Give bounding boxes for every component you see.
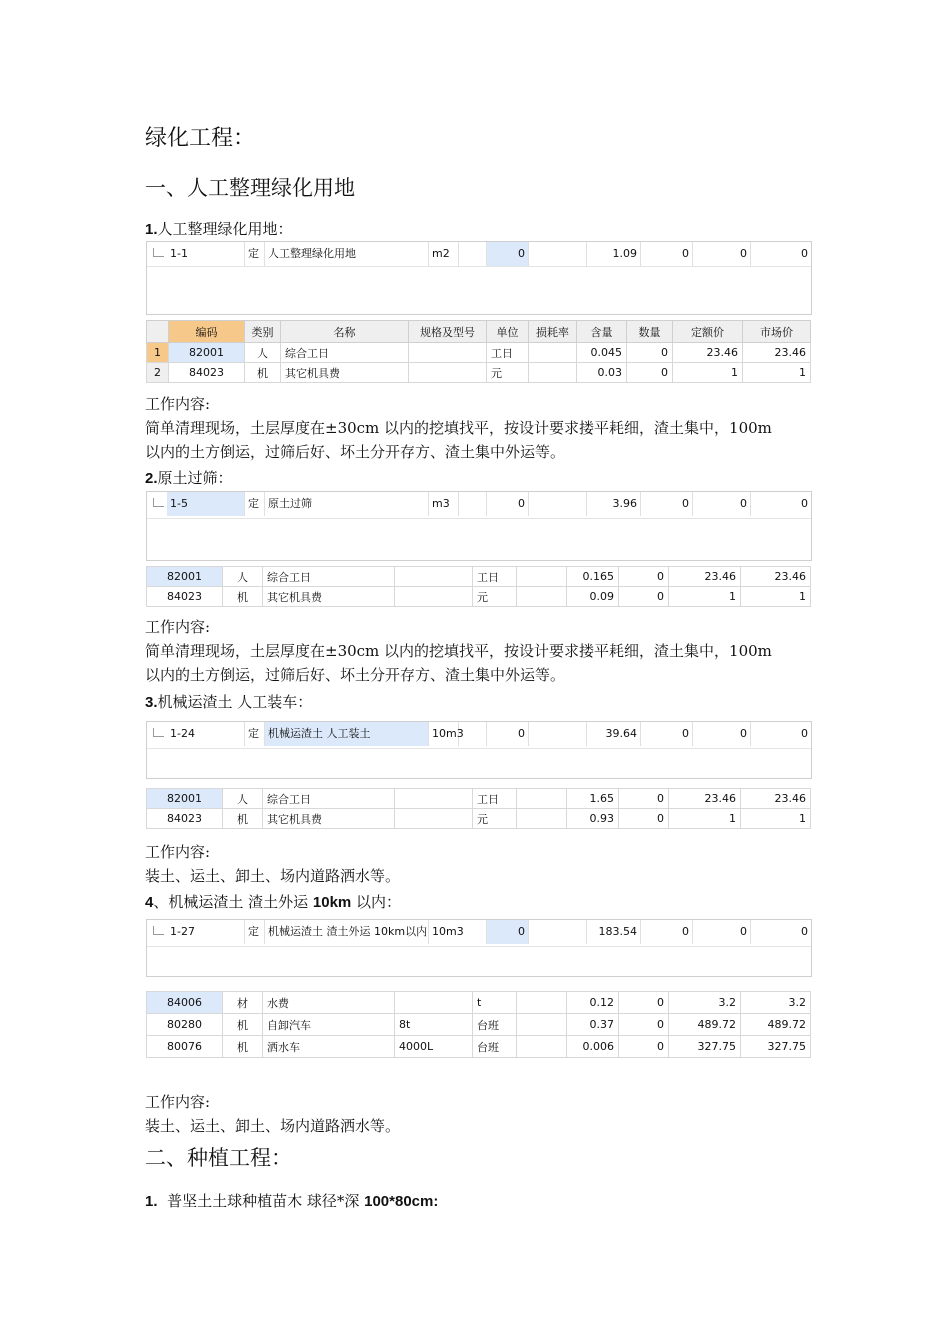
cell-qty: 0.03 xyxy=(577,363,627,383)
work-content-line: 装土、运土、卸土、场内道路洒水等。 xyxy=(145,1117,401,1135)
section-heading: 二、种植工程： xyxy=(145,1146,292,1170)
cell-qty: 1.65 xyxy=(567,789,619,809)
cell-loss xyxy=(517,789,567,809)
cell-qty: 0.09 xyxy=(567,587,619,607)
work-content-line: 简单清理现场，土层厚度在±30cm 以内的挖填找平，按设计要求搂平耗细，渣土集中，100m xyxy=(145,419,772,437)
work-content-line: 以内的土方倒运，过筛后好、坏土分开存方、渣土集中外运等。 xyxy=(145,443,566,461)
def-value: 3.96 xyxy=(587,492,641,516)
def-code: 1-24 xyxy=(167,722,245,746)
definition-row xyxy=(147,920,811,947)
cell-loss xyxy=(517,567,567,587)
cell-unit: 元 xyxy=(473,587,517,607)
cell-name: 洒水车 xyxy=(263,1036,395,1058)
cell-spec xyxy=(395,789,473,809)
cell-name: 综合工日 xyxy=(263,567,395,587)
def-value: 0 xyxy=(693,242,751,266)
cell-market: 23.46 xyxy=(741,789,811,809)
def-unit: m2 xyxy=(429,242,459,266)
column-header[interactable]: 市场价 xyxy=(743,321,811,343)
cell-market: 23.46 xyxy=(743,343,811,363)
cell-code: 80076 xyxy=(147,1036,223,1058)
work-content xyxy=(145,840,815,888)
column-header[interactable]: 类别 xyxy=(245,321,281,343)
definition-snapshot xyxy=(146,721,812,779)
cell-category: 机 xyxy=(223,587,263,607)
def-value: 0 xyxy=(487,920,529,944)
work-content-line: 装土、运土、卸土、场内道路洒水等。 xyxy=(145,867,401,885)
cell-name: 其它机具费 xyxy=(263,587,395,607)
resource-table xyxy=(146,566,811,607)
cell-quota: 1 xyxy=(673,363,743,383)
def-value: 1.09 xyxy=(587,242,641,266)
cell-count: 0 xyxy=(619,567,669,587)
cell-count: 0 xyxy=(627,343,673,363)
def-name: 人工整理绿化用地 xyxy=(265,242,429,266)
cell-category: 人 xyxy=(223,567,263,587)
def-value: 0 xyxy=(641,242,693,266)
cell-unit: 元 xyxy=(473,809,517,829)
def-type: 定 xyxy=(245,492,265,516)
def-value: 0 xyxy=(801,497,808,510)
cell-market: 23.46 xyxy=(741,567,811,587)
def-value: 0 xyxy=(693,920,751,944)
cell-code: 80280 xyxy=(147,1014,223,1036)
cell-count: 0 xyxy=(619,992,669,1014)
cell-name: 自卸汽车 xyxy=(263,1014,395,1036)
cell-quota: 489.72 xyxy=(669,1014,741,1036)
def-unit: 10m3 xyxy=(429,920,487,944)
cell-unit: t xyxy=(473,992,517,1014)
def-code: 1-27 xyxy=(167,920,245,944)
cell-code: 84023 xyxy=(147,587,223,607)
work-content xyxy=(145,1090,815,1138)
cell-market: 1 xyxy=(741,809,811,829)
table-row[interactable] xyxy=(147,809,811,829)
def-value: 0 xyxy=(801,247,808,260)
cell-spec xyxy=(395,587,473,607)
column-header[interactable]: 编码 xyxy=(169,321,245,343)
cell-loss xyxy=(529,343,577,363)
item-heading: 3.机械运渣土 人工装车： xyxy=(145,693,313,711)
cell-count: 0 xyxy=(619,587,669,607)
definition-snapshot xyxy=(146,919,812,977)
cell-qty: 0.045 xyxy=(577,343,627,363)
cell-loss xyxy=(517,587,567,607)
cell-unit: 工日 xyxy=(487,343,529,363)
definition-row xyxy=(147,242,811,267)
cell-market: 489.72 xyxy=(741,1014,811,1036)
table-header-row xyxy=(147,321,811,343)
section-heading: 一、人工整理绿化用地 xyxy=(145,176,355,200)
cell-spec xyxy=(395,992,473,1014)
cell-spec xyxy=(395,567,473,587)
cell-category: 机 xyxy=(245,363,281,383)
work-content xyxy=(145,392,815,464)
column-header[interactable]: 损耗率 xyxy=(529,321,577,343)
def-value: 0 xyxy=(487,722,529,746)
cell-spec xyxy=(395,809,473,829)
def-value: 0 xyxy=(641,722,693,746)
cell-qty: 0.12 xyxy=(567,992,619,1014)
cell-spec: 4000L xyxy=(395,1036,473,1058)
cell-loss xyxy=(529,363,577,383)
column-header[interactable]: 定额价 xyxy=(673,321,743,343)
cell-market: 327.75 xyxy=(741,1036,811,1058)
def-code: 1-1 xyxy=(167,242,245,266)
cell-count: 0 xyxy=(619,789,669,809)
cell-market: 3.2 xyxy=(741,992,811,1014)
cell-quota: 327.75 xyxy=(669,1036,741,1058)
cell-category: 机 xyxy=(223,1014,263,1036)
cell-loss xyxy=(517,1036,567,1058)
table-row[interactable] xyxy=(147,1014,811,1036)
table-row[interactable] xyxy=(147,1036,811,1058)
cell-category: 机 xyxy=(223,1036,263,1058)
work-content-line: 以内的土方倒运，过筛后好、坏土分开存方、渣土集中外运等。 xyxy=(145,666,566,684)
cell-loss xyxy=(517,1014,567,1036)
cell-unit: 工日 xyxy=(473,789,517,809)
cell-name: 水费 xyxy=(263,992,395,1014)
cell-code: 82001 xyxy=(147,567,223,587)
cell-name: 综合工日 xyxy=(263,789,395,809)
def-value: 39.64 xyxy=(587,722,641,746)
work-content-label: 工作内容: xyxy=(145,618,211,636)
definition-row xyxy=(147,492,811,519)
cell-market: 1 xyxy=(741,587,811,607)
cell-loss xyxy=(517,809,567,829)
table-row[interactable] xyxy=(147,587,811,607)
column-header[interactable]: 单位 xyxy=(487,321,529,343)
cell-name: 其它机具费 xyxy=(281,363,409,383)
item-heading: 4、机械运渣土 渣土外运 10km 以内： xyxy=(145,893,402,911)
def-name: 机械运渣土 渣土外运 10km以内 xyxy=(265,920,429,944)
cell-quota: 23.46 xyxy=(669,567,741,587)
cell-quota: 1 xyxy=(669,587,741,607)
def-value: 0 xyxy=(641,492,693,516)
cell-unit: 台班 xyxy=(473,1036,517,1058)
cell-code: 82001 xyxy=(147,789,223,809)
cell-unit: 工日 xyxy=(473,567,517,587)
cell-qty: 0.93 xyxy=(567,809,619,829)
def-name: 机械运渣土 人工装土 xyxy=(265,722,429,746)
cell-count: 0 xyxy=(619,809,669,829)
column-header[interactable]: 含量 xyxy=(577,321,627,343)
cell-quota: 23.46 xyxy=(669,789,741,809)
cell-unit: 台班 xyxy=(473,1014,517,1036)
def-value: 0 xyxy=(801,925,808,938)
cell-code: 84023 xyxy=(147,809,223,829)
column-header[interactable]: 名称 xyxy=(281,321,409,343)
table-row[interactable] xyxy=(147,992,811,1014)
work-content-line: 简单清理现场，土层厚度在±30cm 以内的挖填找平，按设计要求搂平耗细，渣土集中，100m xyxy=(145,642,772,660)
item-heading: 2.原土过筛： xyxy=(145,469,233,487)
cell-unit: 元 xyxy=(487,363,529,383)
definition-snapshot xyxy=(146,491,812,561)
cell-quota: 1 xyxy=(669,809,741,829)
cell-category: 材 xyxy=(223,992,263,1014)
cell-count: 0 xyxy=(627,363,673,383)
def-value: 0 xyxy=(801,727,808,740)
row-index: 1 xyxy=(147,343,169,363)
resource-table xyxy=(146,320,811,383)
table-row[interactable] xyxy=(147,789,811,809)
cell-count: 0 xyxy=(619,1014,669,1036)
table-row[interactable] xyxy=(147,343,811,363)
resource-table xyxy=(146,991,811,1058)
def-code: 1-5 xyxy=(167,492,245,516)
cell-qty: 0.37 xyxy=(567,1014,619,1036)
def-type: 定 xyxy=(245,242,265,266)
def-value: 0 xyxy=(487,492,529,516)
cell-qty: 0.165 xyxy=(567,567,619,587)
cell-code: 82001 xyxy=(169,343,245,363)
cell-loss xyxy=(517,992,567,1014)
def-unit: 10m3 xyxy=(429,722,459,746)
resource-table xyxy=(146,788,811,829)
table-row[interactable] xyxy=(147,363,811,383)
work-content-label: 工作内容: xyxy=(145,395,211,413)
cell-spec: 8t xyxy=(395,1014,473,1036)
def-unit: m3 xyxy=(429,492,459,516)
work-content xyxy=(145,615,815,687)
definition-row xyxy=(147,722,811,749)
cell-category: 机 xyxy=(223,809,263,829)
cell-count: 0 xyxy=(619,1036,669,1058)
cell-name: 其它机具费 xyxy=(263,809,395,829)
table-row[interactable] xyxy=(147,567,811,587)
column-header[interactable]: 规格及型号 xyxy=(409,321,487,343)
column-header[interactable]: 数量 xyxy=(627,321,673,343)
item-heading: 1.人工整理绿化用地： xyxy=(145,220,293,238)
item-heading: 1. 普坚土土球种植苗木 球径*深 100*80cm: xyxy=(145,1192,439,1210)
cell-code: 84023 xyxy=(169,363,245,383)
cell-category: 人 xyxy=(245,343,281,363)
def-value: 0 xyxy=(693,722,751,746)
cell-name: 综合工日 xyxy=(281,343,409,363)
def-value: 0 xyxy=(693,492,751,516)
row-index: 2 xyxy=(147,363,169,383)
cell-qty: 0.006 xyxy=(567,1036,619,1058)
cell-code: 84006 xyxy=(147,992,223,1014)
def-value: 0 xyxy=(641,920,693,944)
cell-quota: 23.46 xyxy=(673,343,743,363)
page-title: 绿化工程： xyxy=(145,126,256,151)
cell-market: 1 xyxy=(743,363,811,383)
def-value: 183.54 xyxy=(587,920,641,944)
def-name: 原土过筛 xyxy=(265,492,429,516)
def-value: 0 xyxy=(487,242,529,266)
cell-spec xyxy=(409,343,487,363)
work-content-label: 工作内容: xyxy=(145,843,211,861)
def-type: 定 xyxy=(245,722,265,746)
definition-snapshot xyxy=(146,241,812,315)
cell-quota: 3.2 xyxy=(669,992,741,1014)
cell-spec xyxy=(409,363,487,383)
cell-category: 人 xyxy=(223,789,263,809)
def-type: 定 xyxy=(245,920,265,944)
work-content-label: 工作内容: xyxy=(145,1093,211,1111)
